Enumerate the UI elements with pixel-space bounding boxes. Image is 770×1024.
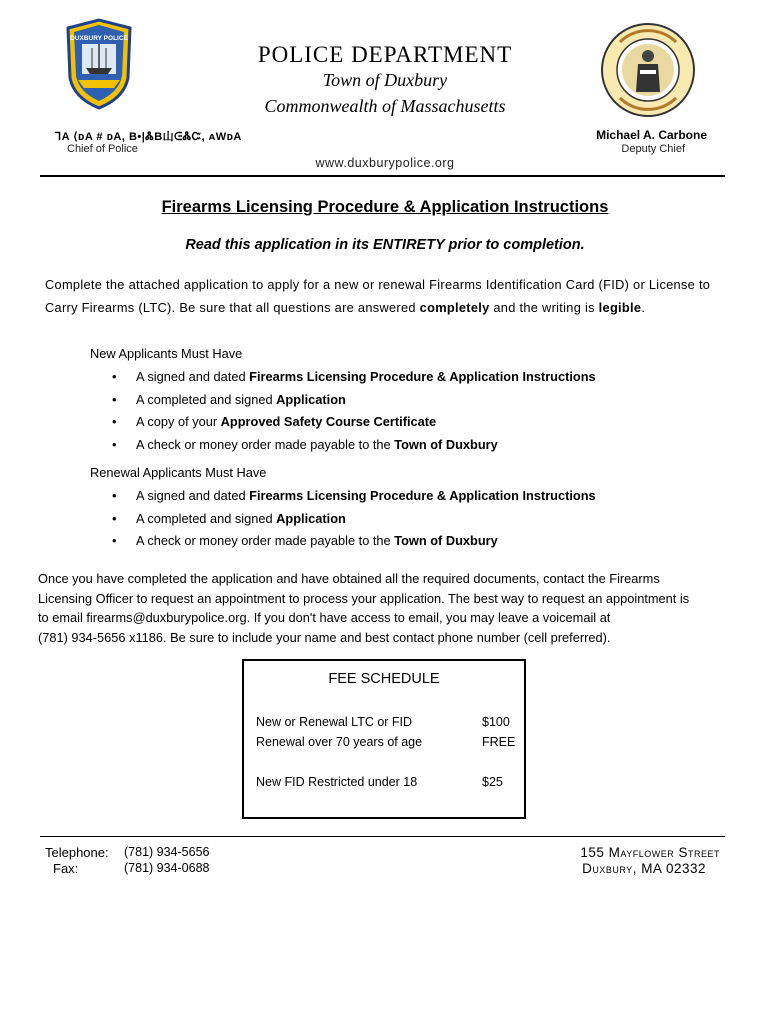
read-notice: Read this application in its ENTIRETY prior to completion. (185, 237, 585, 253)
fax-label: Fax: (53, 861, 79, 876)
list-item: • A completed and signed Application (108, 389, 596, 412)
chief-name: ꞀA ⟨ᴅA # ᴅA, B•|ᏜB山ᕮᏜᏨ, ᴀWᴅA (55, 131, 242, 143)
department-title: POLICE DEPARTMENT (257, 42, 513, 67)
list-item: • A completed and signed Application (108, 508, 596, 531)
fee-label: Renewal over 70 years of age (256, 735, 423, 749)
commonwealth-name: Commonwealth of Massachusetts (264, 96, 506, 116)
renewal-applicants-label: Renewal Applicants Must Have (90, 465, 267, 480)
telephone-label: Telephone: (45, 845, 109, 860)
list-item: • A signed and dated Firearms Licensing Procedure & Application Instructions (108, 485, 596, 508)
document-title: Firearms Licensing Procedure & Application Instructions (161, 198, 609, 216)
svg-text:DUXBURY POLICE: DUXBURY POLICE (70, 35, 128, 42)
town-name: Town of Duxbury (322, 70, 448, 90)
website-link[interactable]: www.duxburypolice.org (315, 156, 455, 170)
chief-title: Chief of Police (67, 143, 138, 155)
deputy-name: Michael A. Carbone (596, 128, 707, 142)
city-state-zip: Duxbury, MA 02332 (582, 861, 706, 876)
fee-amount: $25 (482, 775, 503, 789)
header-divider (40, 175, 725, 177)
fee-label: New FID Restricted under 18 (256, 775, 418, 789)
fax-number: (781) 934-0688 (124, 861, 210, 875)
fee-schedule-title: FEE SCHEDULE (328, 671, 440, 687)
renewal-applicants-list (108, 485, 596, 553)
fee-amount: FREE (482, 735, 516, 749)
fee-schedule-box (242, 659, 526, 819)
town-seal-logo (600, 22, 696, 118)
intro-paragraph: Complete the attached application to apply for a new or renewal Firearms Identification Card (FID) or License to Carry Firearms (LTC). Be sure that all questions are answered completely and the writing is legible. (45, 277, 711, 315)
new-applicants-label: New Applicants Must Have (90, 346, 243, 361)
closing-paragraph: Once you have completed the application and have obtained all the required documents, contact the Firearms Licensing Officer to request an appointment to process your application. The best way to request an appointment is to email firearms@duxburypolice.org. If you don't have access to email, you may leave a voicemail at (781) 934-5656 x1186. Be sure to include your name and best contact phone number (cell preferred). (38, 571, 690, 645)
list-item: • A check or money order made payable to the Town of Duxbury (108, 434, 596, 457)
fee-label: New or Renewal LTC or FID (256, 715, 413, 729)
fee-amount: $100 (482, 715, 510, 729)
list-item: • A check or money order made payable to the Town of Duxbury (108, 530, 596, 553)
telephone-number: (781) 934-5656 (124, 845, 210, 859)
deputy-title: Deputy Chief (621, 143, 685, 155)
street-address: 155 Mayflower Street (580, 845, 720, 860)
list-item: • A copy of your Approved Safety Course Certificate (108, 411, 596, 434)
list-item: • A signed and dated Firearms Licensing Procedure & Application Instructions (108, 366, 596, 389)
new-applicants-list (108, 366, 596, 457)
footer-divider (40, 836, 725, 837)
